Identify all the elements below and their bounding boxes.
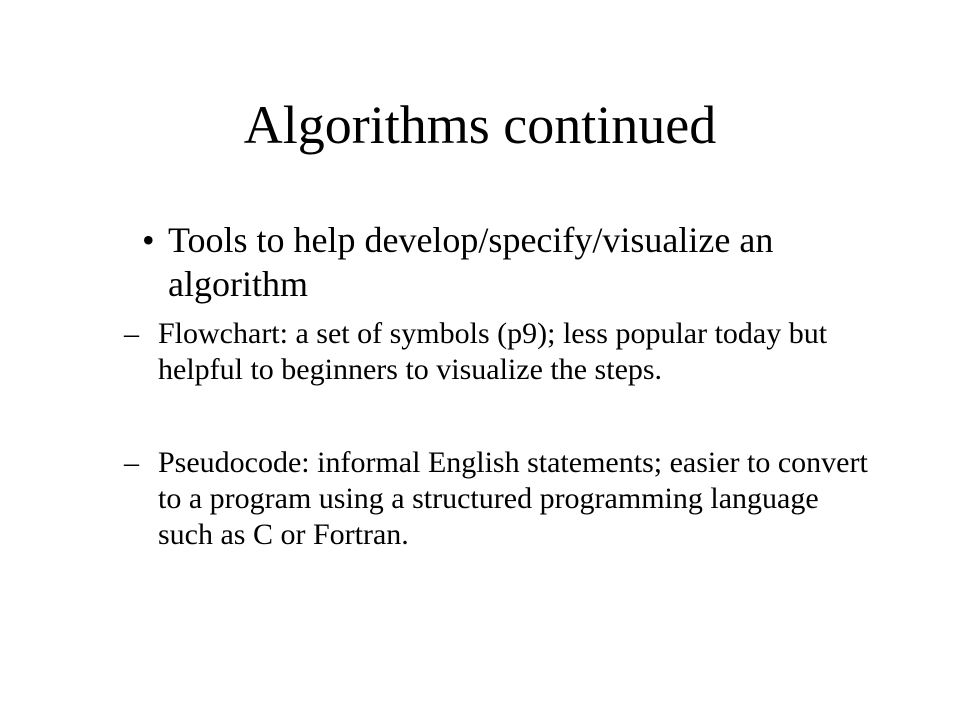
subitem-text: Flowchart: a set of symbols (p9); less popular today but helpful to beginners to visualize the steps.: [158, 317, 828, 386]
subitem-dash: –: [124, 317, 139, 350]
bullet-text: Tools to help develop/specify/visualize an algorithm: [168, 220, 774, 304]
subitem-dash: –: [124, 446, 139, 479]
subitem-text: Pseudocode: informal English statements; easier to convert to a program using a structured programming language such as C or Fortran.: [158, 446, 868, 551]
subitem-pseudocode: [124, 445, 878, 553]
bullet-marker: •: [142, 220, 155, 260]
slide-title: Algorithms continued: [243, 95, 717, 155]
bullet-tools: [142, 218, 868, 306]
subitem-flowchart: [124, 316, 878, 388]
